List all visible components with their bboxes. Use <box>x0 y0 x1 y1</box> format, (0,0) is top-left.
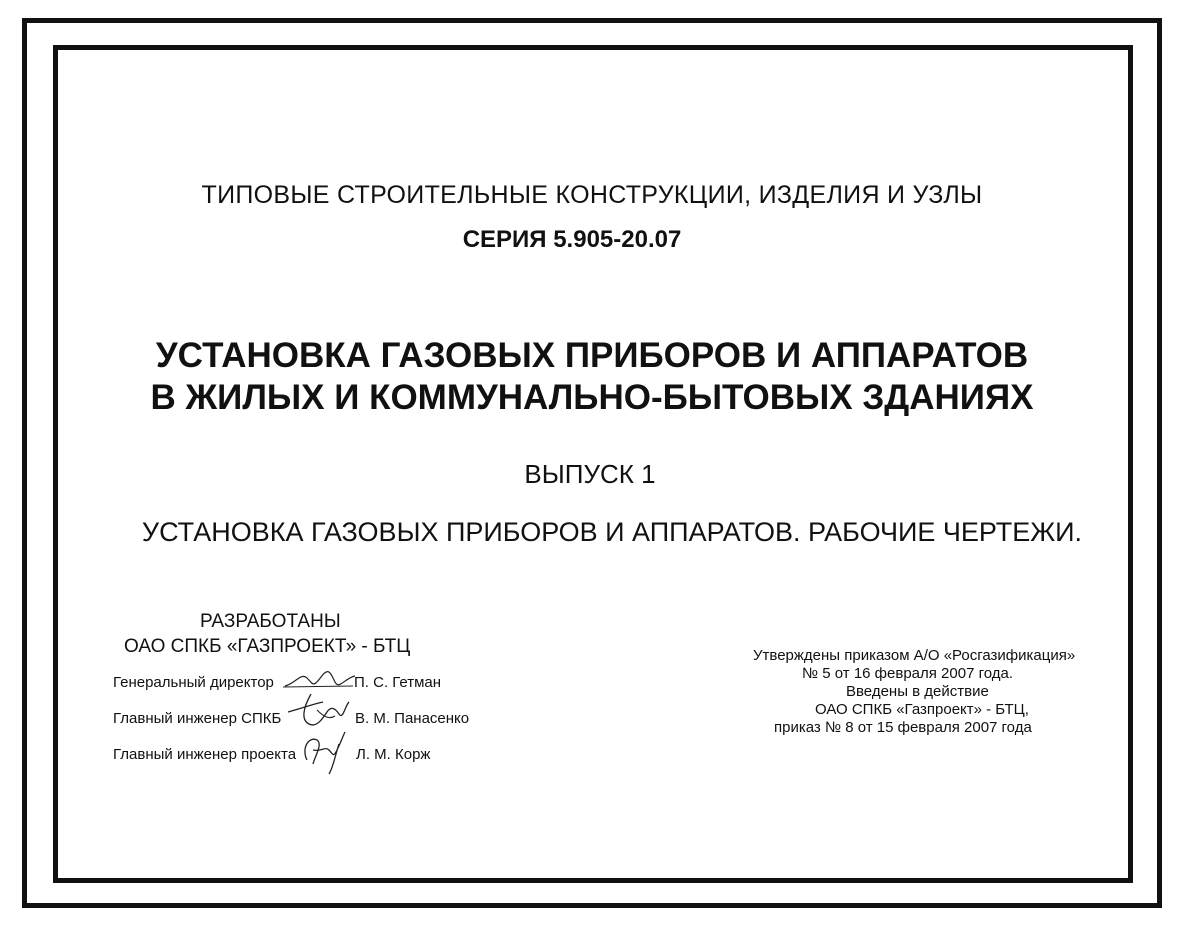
main-title-line-1: УСТАНОВКА ГАЗОВЫХ ПРИБОРОВ И АППАРАТОВ <box>155 336 1029 375</box>
signatory-role: Главный инженер проекта <box>113 746 297 763</box>
series-caption: ТИПОВЫЕ СТРОИТЕЛЬНЫЕ КОНСТРУКЦИИ, ИЗДЕЛИЯ И УЗЛЫ <box>201 181 983 209</box>
developed-heading: РАЗРАБОТАНЫ <box>200 611 341 632</box>
issue-title: УСТАНОВКА ГАЗОВЫХ ПРИБОРОВ И АППАРАТОВ. РАБОЧИЕ ЧЕРТЕЖИ. <box>141 517 1083 547</box>
signatory-role: Главный инженер СПКБ <box>113 710 282 727</box>
approval-line: ОАО СПКБ «Газпроект» - БТЦ, <box>815 701 1029 718</box>
signatory-name: Л. М. Корж <box>356 746 431 763</box>
approval-line: № 5 от 16 февраля 2007 года. <box>802 665 1014 682</box>
signature-row-project-chief-engineer <box>113 746 431 763</box>
signature-image <box>283 690 353 734</box>
signatory-role: Генеральный директор <box>113 674 274 691</box>
approval-line: Утверждены приказом А/О «Росгазификация» <box>753 647 1076 664</box>
approval-line: Введены в действие <box>846 683 989 700</box>
signature-row-general-director <box>113 674 442 691</box>
signatory-name: П. С. Гетман <box>354 674 442 691</box>
signature-image <box>299 730 351 776</box>
developer-organization: ОАО СПКБ «ГАЗПРОЕКТ» - БТЦ <box>124 636 411 657</box>
series-number: СЕРИЯ 5.905-20.07 <box>462 226 682 253</box>
approval-line: приказ № 8 от 15 февраля 2007 года <box>774 719 1032 736</box>
signature-row-chief-engineer <box>113 710 470 727</box>
main-title-line-2: В ЖИЛЫХ И КОММУНАЛЬНО-БЫТОВЫХ ЗДАНИЯХ <box>150 378 1034 417</box>
signatory-name: В. М. Панасенко <box>355 710 470 727</box>
issue-label: ВЫПУСК 1 <box>524 459 656 489</box>
